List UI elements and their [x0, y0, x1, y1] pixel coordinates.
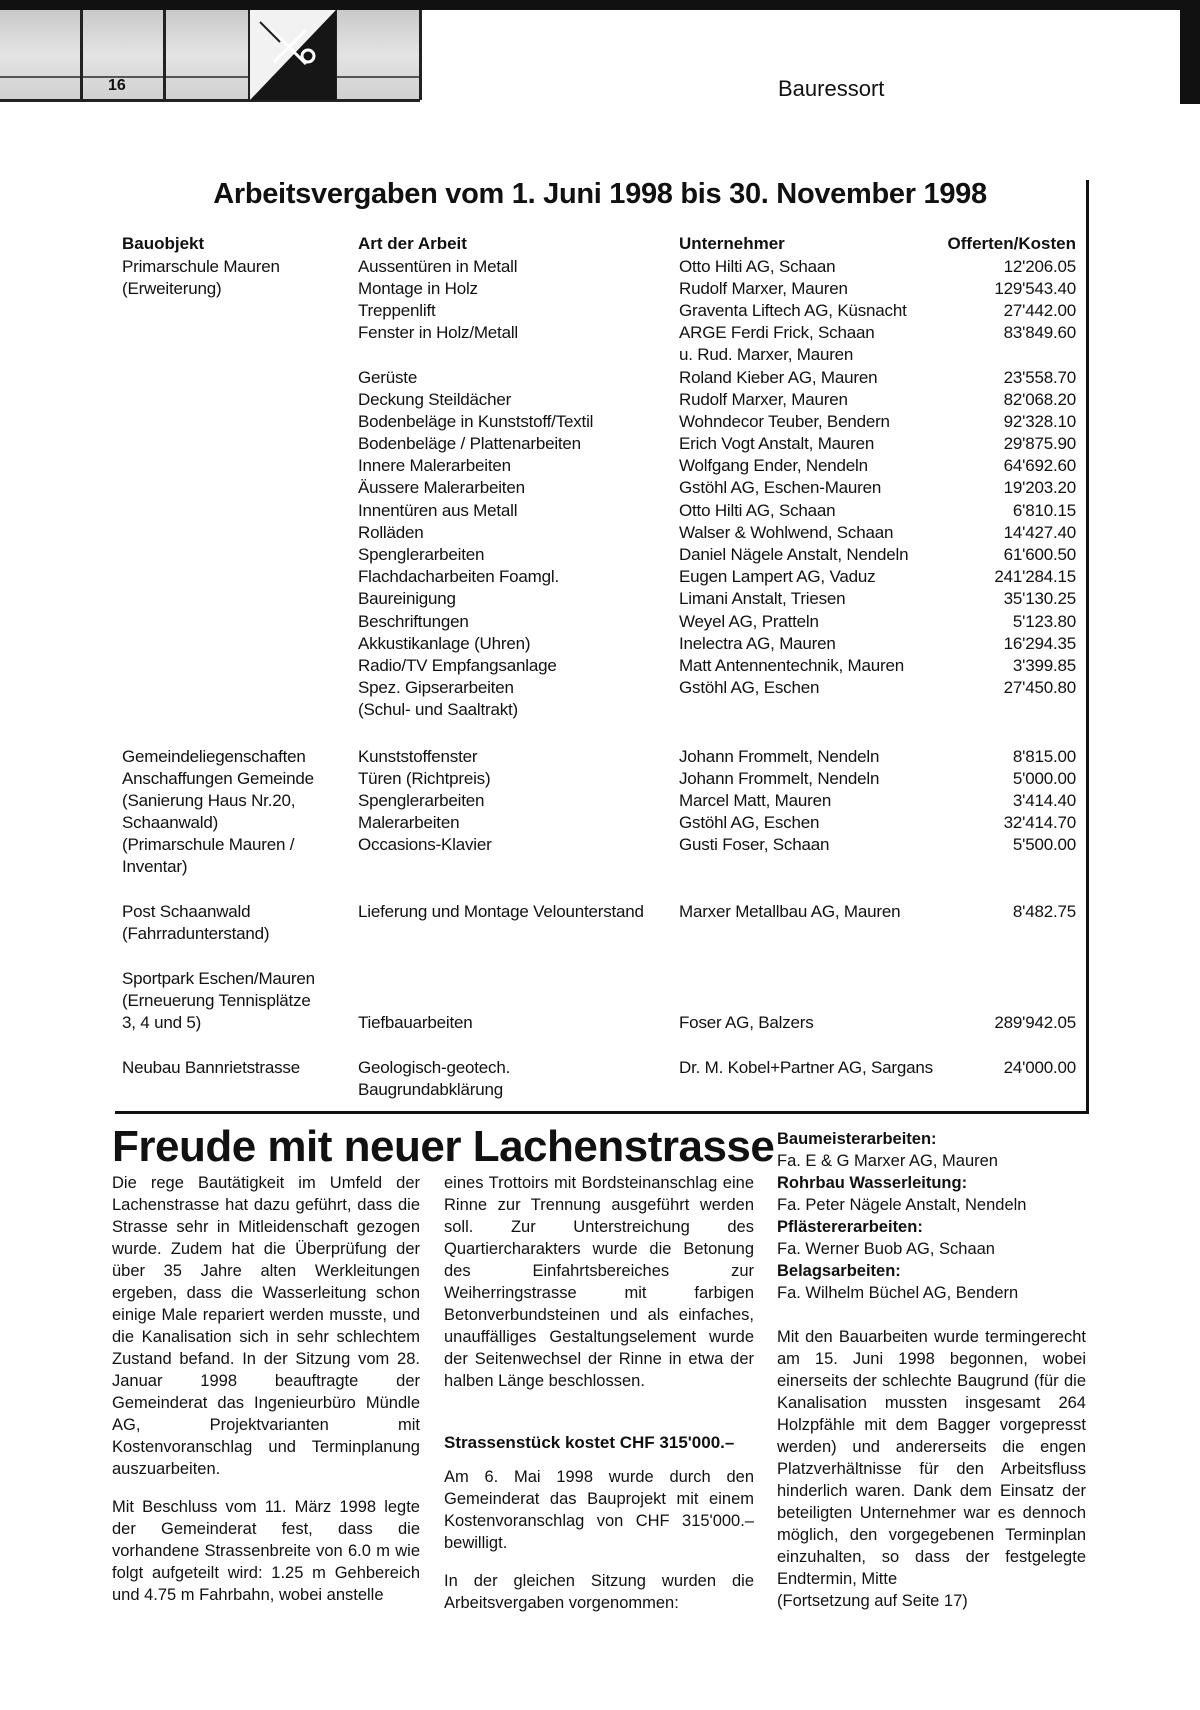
contractor-cell: Gusti Foser, Schaan [679, 835, 830, 854]
work-cell: Bodenbeläge / Plattenarbeiten [358, 434, 581, 453]
award-firm: Fa. Werner Buob AG, Schaan [777, 1240, 995, 1258]
article-column-3 [777, 1128, 1086, 1612]
contractor-cell: Marxer Metallbau AG, Mauren [679, 902, 901, 921]
work-cell: Fenster in Holz/Metall [358, 323, 518, 342]
work-cell: Malerarbeiten [358, 813, 460, 832]
col-header-work: Art der Arbeit [358, 234, 467, 253]
object-cell: Neubau Bannrietstrasse [122, 1058, 300, 1077]
cost-cell: 5'123.80 [1012, 612, 1076, 631]
cost-cell: 289'942.05 [994, 1013, 1076, 1032]
cost-cell: 3'414.40 [1012, 791, 1076, 810]
object-cell: (Erneuerung Tennisplätze [122, 991, 311, 1010]
table-title: Arbeitsvergaben vom 1. Juni 1998 bis 30. November 1998 [213, 178, 987, 210]
work-cell: Baugrundabklärung [358, 1080, 503, 1099]
article-paragraph: Die rege Bautätigkeit im Umfeld der Lachenstrasse hat dazu geführt, dass die Strasse sehr in Mitleidenschaft gezogen wurde. Zudem hat die Überprüfung der über 35 Jahre alten Werkleitungen ergeben, dass die Wasserleitung schon einige Male repariert werden musste, und die Kanalisation sich in sehr schlechtem Zustand befand. In der Sitzung vom 28. Januar 1998 beauftragte der Gemeinderat das Ingenieurbüro Mündle AG, Projektvarianten mit Kostenvoranschlag und Terminplanung auszuarbeiten. [112, 1174, 420, 1478]
contractor-cell: Gstöhl AG, Eschen [679, 678, 820, 697]
cost-cell: 14'427.40 [1003, 523, 1076, 542]
header-divider [0, 76, 420, 78]
contractor-cell: Johann Frommelt, Nendeln [679, 769, 880, 788]
col-header-cost: Offerten/Kosten [947, 234, 1076, 253]
article-column-1 [112, 1172, 420, 1606]
cost-cell: 24'000.00 [1003, 1058, 1076, 1077]
award-label: Pflästererarbeiten: [777, 1218, 923, 1236]
header-rule [80, 10, 83, 100]
work-cell: Rolläden [358, 523, 424, 542]
cost-cell: 83'849.60 [1003, 323, 1076, 342]
cost-cell: 61'600.50 [1003, 545, 1076, 564]
contractor-cell: Otto Hilti AG, Schaan [679, 501, 836, 520]
contractor-cell: ARGE Ferdi Frick, Schaan [679, 323, 875, 342]
contractor-cell: Marcel Matt, Mauren [679, 791, 832, 810]
contractor-cell: Erich Vogt Anstalt, Mauren [679, 434, 875, 453]
page-header [0, 0, 1200, 104]
work-cell: Treppenlift [358, 301, 436, 320]
object-cell: Primarschule Mauren [122, 257, 280, 276]
cost-cell: 32'414.70 [1003, 813, 1076, 832]
work-cell: Spenglerarbeiten [358, 791, 485, 810]
object-cell: (Sanierung Haus Nr.20, [122, 791, 296, 810]
cost-cell: 27'442.00 [1003, 301, 1076, 320]
cost-cell: 16'294.35 [1003, 634, 1076, 653]
work-cell: Spenglerarbeiten [358, 545, 485, 564]
cost-cell: 129'543.40 [994, 279, 1076, 298]
header-gray-block [0, 10, 420, 100]
contractor-cell: Daniel Nägele Anstalt, Nendeln [679, 545, 909, 564]
object-cell: Inventar) [122, 857, 188, 876]
contractor-cell: Foser AG, Balzers [679, 1013, 814, 1032]
header-edge-bar [1180, 0, 1200, 104]
page-number: 16 [108, 77, 126, 94]
col-header-contractor: Unternehmer [679, 234, 785, 253]
object-cell: Post Schaanwald [122, 902, 251, 921]
award-label: Belagsarbeiten: [777, 1262, 901, 1280]
section-title: Bauressort [778, 76, 885, 101]
cost-cell: 12'206.05 [1003, 257, 1076, 276]
article-paragraph: Am 6. Mai 1998 wurde durch den Gemeinderat das Bauprojekt mit einem Kostenvoranschlag von CHF 315'000.– bewilligt. [444, 1468, 754, 1552]
contractor-cell: Limani Anstalt, Triesen [679, 589, 846, 608]
work-cell: Tiefbauarbeiten [358, 1013, 473, 1032]
contractor-cell: Otto Hilti AG, Schaan [679, 257, 836, 276]
work-cell: Gerüste [358, 368, 418, 387]
contractor-cell: Gstöhl AG, Eschen [679, 813, 820, 832]
object-cell: 3, 4 und 5) [122, 1013, 202, 1032]
contractor-cell: Johann Frommelt, Nendeln [679, 747, 880, 766]
award-firm: Fa. E & G Marxer AG, Mauren [777, 1152, 998, 1170]
object-cell: Gemeindeliegenschaften [122, 747, 306, 766]
article-subheading: Strassenstück kostet CHF 315'000.– [444, 1433, 735, 1452]
work-cell: Innere Malerarbeiten [358, 456, 511, 475]
work-cell: Äussere Malerarbeiten [358, 478, 525, 497]
work-cell: Flachdacharbeiten Foamgl. [358, 567, 560, 586]
cost-cell: 82'068.20 [1003, 390, 1076, 409]
award-label: Rohrbau Wasserleitung: [777, 1174, 968, 1192]
article-paragraph: eines Trottoirs mit Bordsteinanschlag eine Rinne zur Trennung ausgeführt werden soll. Zur Unterstreichung des Quartiercharakters wurde die Betonung des Einfahrtsbereiches zur Weiherringstrasse mit farbigen Betonverbundsteinen und als einfaches, unauffälliges Gestaltungselement wurde der Seitenwechsel der Rinne in etwa der halben Länge beschlossen. [444, 1174, 754, 1390]
contractor-cell: Matt Antennentechnik, Mauren [679, 656, 904, 675]
work-cell: Aussentüren in Metall [358, 257, 518, 276]
contractor-cell: Wohndecor Teuber, Bendern [679, 412, 890, 431]
contractor-cell: Eugen Lampert AG, Vaduz [679, 567, 876, 586]
contractor-cell: Inelectra AG, Mauren [679, 634, 836, 653]
object-cell: (Primarschule Mauren / [122, 835, 295, 854]
cost-cell: 64'692.60 [1003, 456, 1076, 475]
contractor-cell: Weyel AG, Pratteln [679, 612, 819, 631]
table-frame [1086, 180, 1089, 1114]
work-cell: Radio/TV Empfangsanlage [358, 656, 557, 675]
work-cell: (Schul- und Saaltrakt) [358, 700, 519, 719]
work-cell: Kunststoffenster [358, 747, 478, 766]
work-cell: Bodenbeläge in Kunststoff/Textil [358, 412, 594, 431]
cost-cell: 5'000.00 [1012, 769, 1076, 788]
contractor-cell: Rudolf Marxer, Mauren [679, 279, 848, 298]
contractor-cell: Walser & Wohlwend, Schaan [679, 523, 894, 542]
article-headline: Freude mit neuer Lachenstrasse [112, 1122, 775, 1171]
cost-cell: 35'130.25 [1003, 589, 1076, 608]
tools-logo-icon [250, 10, 336, 100]
cost-cell: 241'284.15 [994, 567, 1076, 586]
header-top-band [0, 0, 1200, 10]
cost-cell: 19'203.20 [1003, 478, 1076, 497]
object-cell: Sportpark Eschen/Mauren [122, 969, 315, 988]
contractor-cell: u. Rud. Marxer, Mauren [679, 345, 854, 364]
object-cell: (Erweiterung) [122, 279, 222, 298]
object-cell: Anschaffungen Gemeinde [122, 769, 314, 788]
award-firm: Fa. Wilhelm Büchel AG, Bendern [777, 1284, 1019, 1302]
article-column-2 [444, 1172, 754, 1614]
object-cell: Schaanwald) [122, 813, 219, 832]
work-cell: Occasions-Klavier [358, 835, 492, 854]
article-paragraph: Mit Beschluss vom 11. März 1998 legte der Gemeinderat fest, dass die vorhandene Strassenbreite von 6.0 m wie folgt aufgeteilt wird: 1.25 m Gehbereich und 4.75 m Fahrbahn, wobei anstelle [112, 1498, 420, 1604]
object-cell: (Fahrradunterstand) [122, 924, 270, 943]
col-header-object: Bauobjekt [122, 234, 205, 253]
article-paragraph: In der gleichen Sitzung wurden die Arbeitsvergaben vorgenommen: [444, 1572, 754, 1612]
cost-cell: 8'482.75 [1012, 902, 1076, 921]
header-rule [419, 10, 422, 100]
award-firm: Fa. Peter Nägele Anstalt, Nendeln [777, 1196, 1027, 1214]
work-cell: Lieferung und Montage Velounterstand [358, 902, 644, 921]
cost-cell: 27'450.80 [1003, 678, 1076, 697]
work-cell: Montage in Holz [358, 279, 478, 298]
contractor-cell: Roland Kieber AG, Mauren [679, 368, 878, 387]
work-cell: Geologisch-geotech. [358, 1058, 511, 1077]
article-paragraph: Mit den Bauarbeiten wurde termingerecht am 15. Juni 1998 begonnen, wobei einerseits der schlechte Baugrund (für die Kanalisation mussten insgesamt 264 Holzpfähle mit dem Bagger vorgepresst werden) und andererseits die engen Platzverhältnisse für den Arbeitsfluss hinderlich waren. Dank dem Einsatz der beteiligten Unternehmer war es dennoch möglich, den vorgegebenen Terminplan einzuhalten, so dass der festgelegte Endtermin, Mitte [777, 1328, 1086, 1588]
header-bottom-rule [0, 99, 420, 102]
work-cell: Türen (Richtpreis) [358, 769, 491, 788]
award-label: Baumeisterarbeiten: [777, 1130, 937, 1148]
work-cell: Baureinigung [358, 589, 456, 608]
table-frame [115, 1111, 1089, 1114]
cost-cell: 3'399.85 [1012, 656, 1076, 675]
continuation-note: (Fortsetzung auf Seite 17) [777, 1592, 968, 1610]
cost-cell: 23'558.70 [1003, 368, 1076, 387]
work-cell: Innentüren aus Metall [358, 501, 518, 520]
header-rule [163, 10, 166, 100]
work-cell: Deckung Steildächer [358, 390, 512, 409]
contractor-cell: Gstöhl AG, Eschen-Mauren [679, 478, 882, 497]
contractor-cell: Dr. M. Kobel+Partner AG, Sargans [679, 1058, 933, 1077]
cost-cell: 92'328.10 [1003, 412, 1076, 431]
cost-cell: 5'500.00 [1012, 835, 1076, 854]
work-cell: Spez. Gipserarbeiten [358, 678, 514, 697]
cost-cell: 29'875.90 [1003, 434, 1076, 453]
contractor-cell: Rudolf Marxer, Mauren [679, 390, 848, 409]
cost-cell: 8'815.00 [1012, 747, 1076, 766]
contractor-cell: Graventa Liftech AG, Küsnacht [679, 301, 907, 320]
cost-cell: 6'810.15 [1012, 501, 1076, 520]
work-cell: Beschriftungen [358, 612, 469, 631]
contractor-cell: Wolfgang Ender, Nendeln [679, 456, 868, 475]
work-cell: Akkustikanlage (Uhren) [358, 634, 531, 653]
